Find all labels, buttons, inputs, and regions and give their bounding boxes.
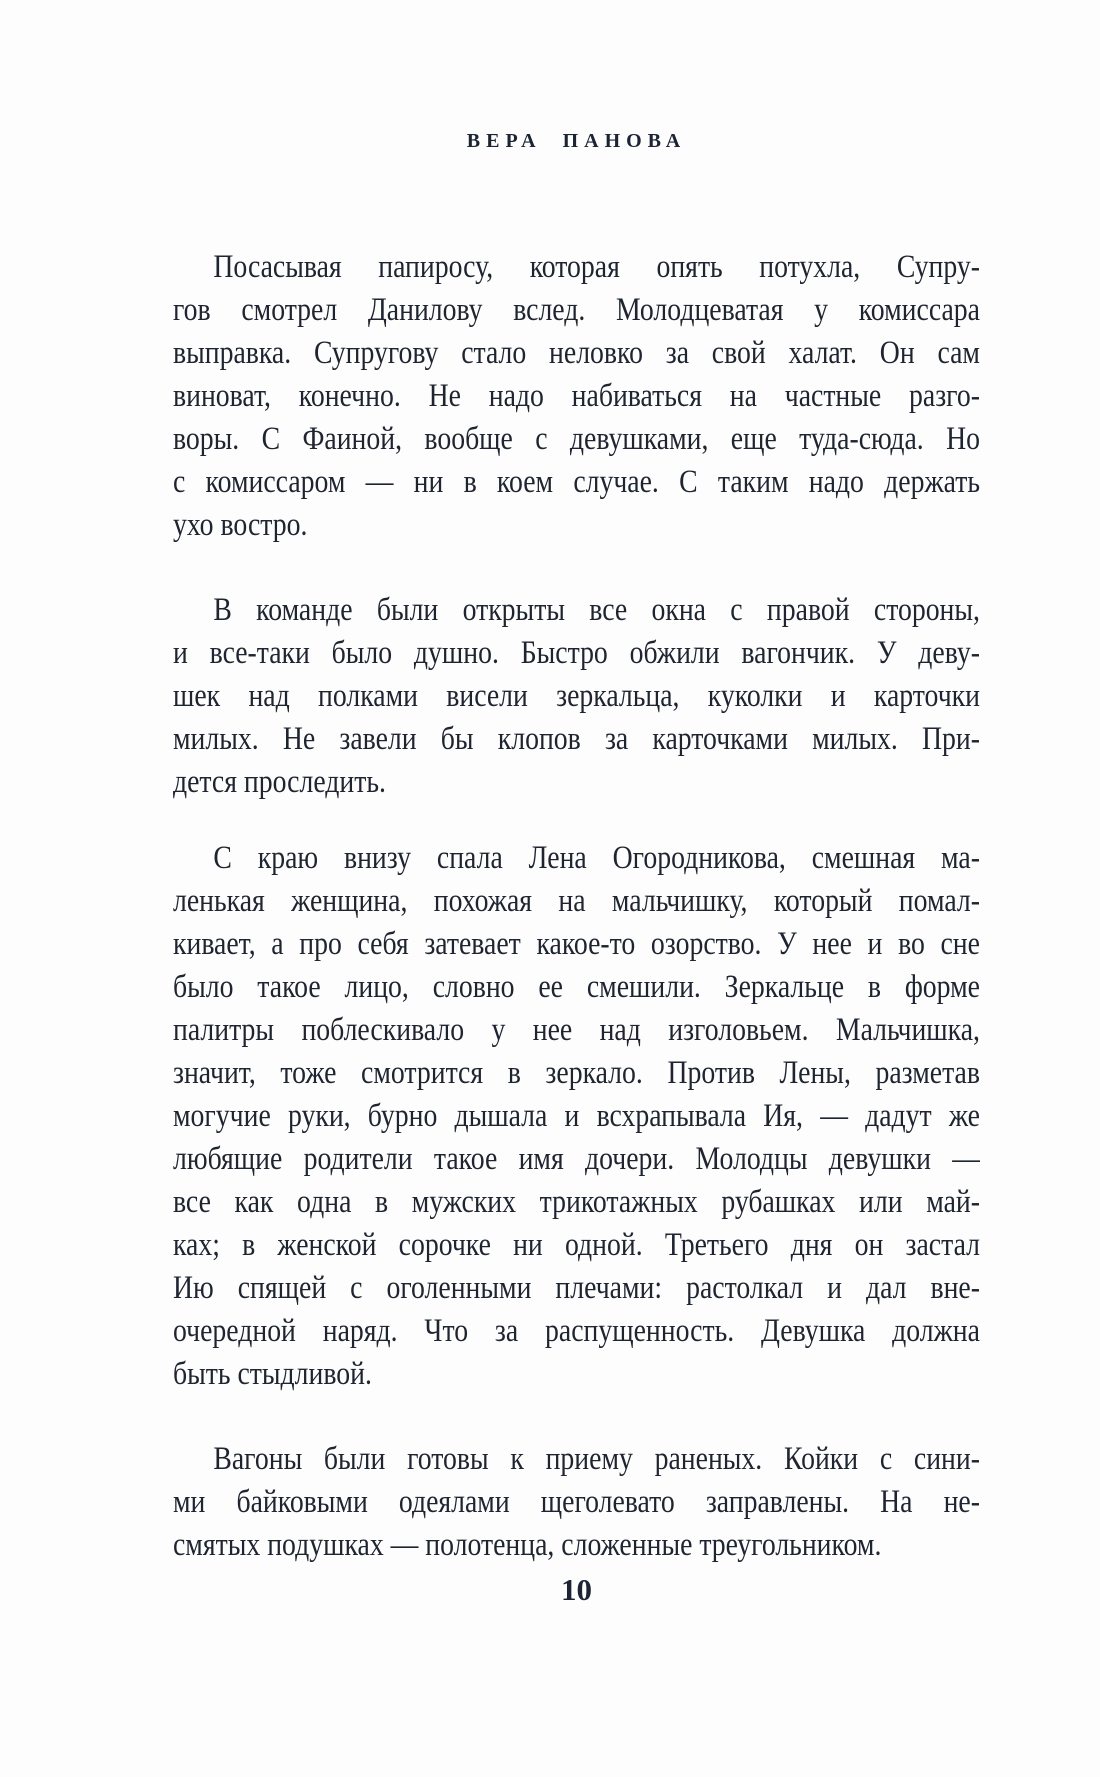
text-line: ухо востро.	[173, 507, 308, 543]
text-line: очередной наряд. Что за распущенность. Девушка должна	[173, 1313, 980, 1349]
text-line: быть стыдливой.	[173, 1356, 372, 1392]
text-line: было такое лицо, словно ее смешили. Зеркальце в форме	[173, 969, 980, 1005]
text-line: милых. Не завели бы клопов за карточками милых. При-	[173, 721, 980, 757]
text-line: могучие руки, бурно дышала и всхрапывала Ия, — дадут же	[173, 1098, 980, 1134]
text-line: значит, тоже смотрится в зеркало. Против Лены, разметав	[173, 1055, 980, 1091]
text-line: В команде были открыты все окна с правой стороны,	[213, 592, 980, 628]
text-line: и все-таки было душно. Быстро обжили вагончик. У деву-	[173, 635, 980, 671]
text-line: дется проследить.	[173, 764, 386, 800]
text-line: виноват, конечно. Не надо набиваться на частные разго-	[173, 378, 980, 414]
text-line: ленькая женщина, похожая на мальчишку, который помал-	[173, 883, 980, 919]
page-number: 10	[561, 1572, 592, 1607]
text-line: Ию спящей с оголенными плечами: растолкал и дал вне-	[173, 1270, 980, 1306]
text-line: любящие родители такое имя дочери. Молодцы девушки —	[173, 1141, 980, 1177]
text-line: кивает, а про себя затевает какое-то озорство. У нее и во сне	[173, 926, 980, 962]
text-line: воры. С Фаиной, вообще с девушками, еще туда-сюда. Но	[173, 421, 980, 457]
text-line: гов смотрел Данилову вслед. Молодцеватая у комиссара	[173, 292, 980, 328]
text-line: все как одна в мужских трикотажных рубашках или май-	[173, 1184, 980, 1220]
text-line: выправка. Супругову стало неловко за свой халат. Он сам	[173, 335, 980, 371]
page-body	[173, 246, 980, 1600]
text-line: ках; в женской сорочке ни одной. Третьего дня он застал	[173, 1227, 980, 1263]
text-line: шек над полками висели зеркальца, куколки и карточки	[173, 678, 980, 714]
text-line: С краю внизу спала Лена Огородникова, смешная ма-	[213, 840, 980, 876]
text-line: ми байковыми одеялами щеголевато заправлены. На не-	[173, 1484, 980, 1520]
text-line: палитры поблескивало у нее над изголовьем. Мальчишка,	[173, 1012, 980, 1048]
text-line: Вагоны были готовы к приему раненых. Койки с сини-	[213, 1441, 980, 1477]
text-line: смятых подушках — полотенца, сложенные треугольником.	[173, 1527, 882, 1563]
text-line: Посасывая папиросу, которая опять потухла, Супру-	[213, 249, 980, 285]
text-line: с комиссаром — ни в коем случае. С таким надо держать	[173, 464, 980, 500]
running-header: ВЕРА ПАНОВА	[466, 130, 687, 152]
